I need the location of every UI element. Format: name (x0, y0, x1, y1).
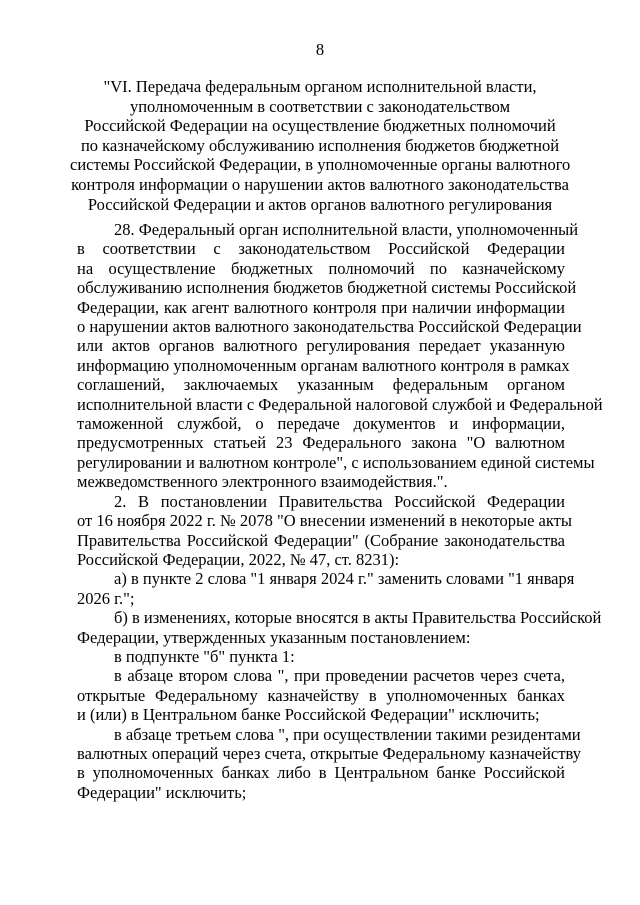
text-line: б) в изменениях, которые вносятся в акты Правительства Российской (114, 608, 602, 628)
page-number: 8 (315, 40, 325, 59)
text-line: или актов органов валютного регулирования передает указанную (77, 336, 565, 356)
text-line: открытые Федеральному казначейству в уполномоченных банках (77, 685, 565, 705)
text-line: информацию уполномоченным органам валютного контроля в рамках (77, 355, 570, 375)
text-line: исполнительной власти с Федеральной налоговой службой и Федеральной (77, 394, 603, 414)
text-line: в соответствии с законодательством Российской Федерации (77, 239, 565, 259)
document-body (77, 220, 603, 802)
text-line: обслуживанию исполнения бюджетов бюджетной системы Российской (77, 278, 577, 298)
heading-line: "VI. Передача федеральным органом исполнительной власти, (103, 77, 537, 96)
text-line: а) в пункте 2 слова "1 января 2024 г." заменить словами "1 января (114, 569, 575, 589)
text-line: межведомственного электронного взаимодействия.". (77, 472, 448, 492)
text-line: о нарушении актов валютного законодательства Российской Федерации (77, 317, 582, 337)
text-line: 28. Федеральный орган исполнительной власти, уполномоченный (114, 220, 579, 239)
text-line: Правительства Российской Федерации" (Собрание законодательства (77, 530, 565, 550)
heading-line: Российской Федерации и актов органов валютного регулирования (87, 194, 553, 214)
text-line: в абзаце втором слова ", при проведении расчетов через счета, (114, 666, 565, 686)
paragraph-2 (77, 491, 572, 570)
paragraph-28 (77, 220, 603, 492)
text-line: в подпункте "б" пункта 1: (114, 646, 295, 666)
heading-line: контроля информации о нарушении актов валютного законодательства (71, 174, 569, 194)
paragraph-second-abzac (77, 666, 565, 724)
paragraph-subpoint-b (77, 647, 565, 666)
heading-line: системы Российской Федерации, в уполномоченные органы валютного (70, 155, 571, 175)
paragraph-b (77, 608, 602, 647)
text-line: Российской Федерации, 2022, № 47, ст. 8231): (77, 549, 400, 569)
text-line: регулировании и валютном контроле", с использованием единой системы (77, 452, 595, 472)
text-line: таможенной службой, о передаче документов и информации, (77, 414, 565, 434)
paragraph-a (77, 569, 575, 608)
text-line: от 16 ноября 2022 г. № 2078 "О внесении изменений в некоторые акты (77, 511, 572, 531)
heading-line: по казначейскому обслуживанию исполнения бюджетов бюджетной (80, 135, 560, 155)
text-line: Федерации" исключить; (77, 782, 247, 802)
text-line: валютных операций через счета, открытые Федеральному казначейству (77, 743, 581, 763)
text-line: 2. В постановлении Правительства Российской Федерации (114, 491, 565, 511)
text-line: и (или) в Центральном банке Российской Федерации" исключить; (77, 705, 540, 725)
heading-line: уполномоченным в соответствии с законодательством (129, 96, 511, 116)
text-line: в абзаце третьем слова ", при осуществлении такими резидентами (114, 724, 581, 744)
text-line: Федерации, как агент валютного контроля при наличии информации (77, 297, 565, 317)
text-line: в уполномоченных банках либо в Центральном банке Российской (77, 763, 565, 783)
text-line: предусмотренных статьей 23 Федерального закона "О валютном (77, 433, 565, 453)
text-line: соглашений, заключаемых указанным федеральным органом (77, 375, 565, 395)
text-line: Федерации, утвержденных указанным постановлением: (77, 627, 471, 647)
section-heading (70, 77, 570, 214)
paragraph-third-abzac (77, 724, 581, 803)
text-line: 2026 г."; (77, 588, 135, 608)
text-line: на осуществление бюджетных полномочий по казначейскому (77, 258, 565, 278)
heading-line: Российской Федерации на осуществление бюджетных полномочий (84, 116, 556, 136)
